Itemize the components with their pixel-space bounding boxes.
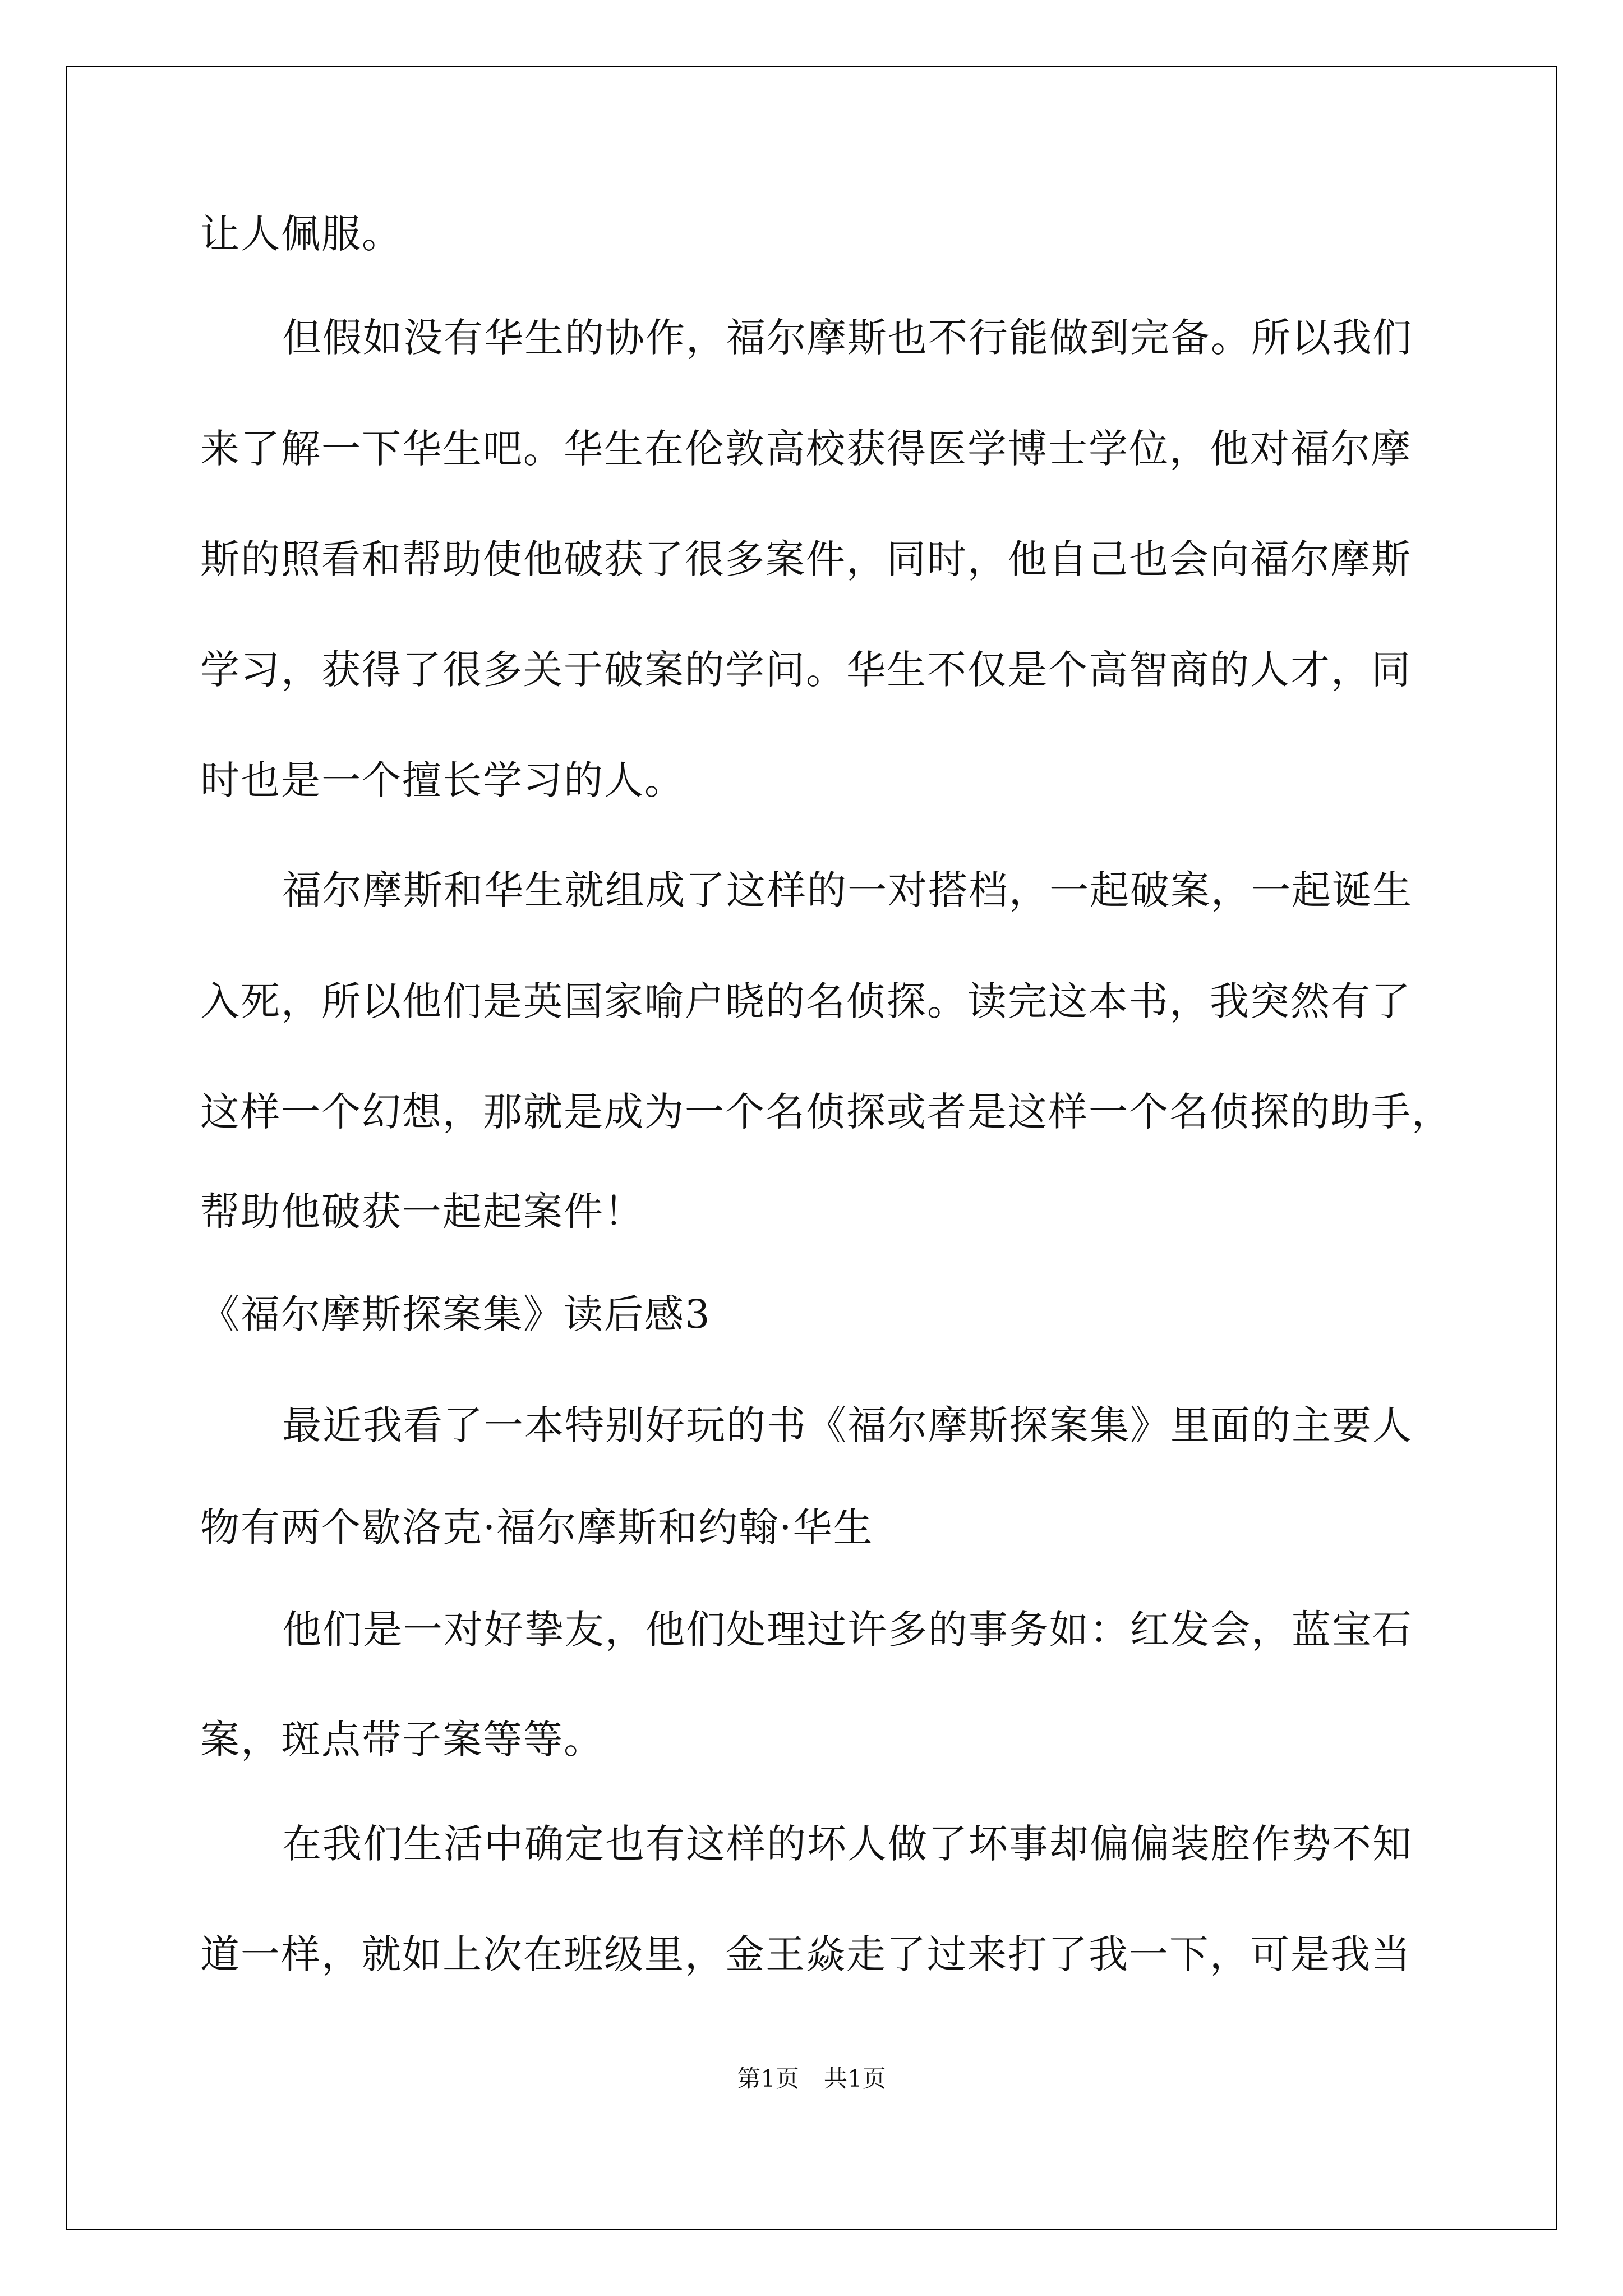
page-footer — [0, 2065, 1623, 2093]
text-line-14: 他们是一对好挚友，他们处理过许多的事务如：红发会，蓝宝石 — [282, 1607, 1413, 1653]
text-line-17: 道一样，就如上次在班级里，金王焱走了过来打了我一下，可是我当 — [200, 1931, 1412, 1977]
text-line-1: 让人佩服。 — [200, 211, 402, 257]
text-line-6: 时也是一个擅长学习的人。 — [200, 757, 685, 803]
text-line-10: 帮助他破获一起起案件！ — [200, 1189, 644, 1235]
text-line-3: 来了解一下华生吧。华生在伦敦高校获得医学博士学位，他对福尔摩 — [200, 426, 1412, 472]
page-number: 第1页 — [737, 2065, 799, 2092]
text-line-8: 入死，所以他们是英国家喻户晓的名侦探。读完这本书，我突然有了 — [200, 978, 1412, 1024]
text-line-4: 斯的照看和帮助使他破获了很多案件，同时，他自己也会向福尔摩斯 — [200, 536, 1412, 582]
text-line-15: 案，斑点带子案等等。 — [200, 1717, 604, 1763]
text-line-16: 在我们生活中确定也有这样的坏人做了坏事却偏偏装腔作势不知 — [282, 1821, 1413, 1867]
text-line-5: 学习，获得了很多关于破案的学问。华生不仅是个高智商的人才，同 — [200, 647, 1412, 693]
text-line-9: 这样一个幻想，那就是成为一个名侦探或者是这样一个名侦探的助手， — [200, 1089, 1452, 1135]
text-line-7: 福尔摩斯和华生就组成了这样的一对搭档，一起破案，一起诞生 — [282, 867, 1413, 913]
text-line-2: 但假如没有华生的协作，福尔摩斯也不行能做到完备。所以我们 — [282, 315, 1413, 361]
text-line-13: 物有两个歇洛克·福尔摩斯和约翰·华生 — [200, 1504, 874, 1550]
text-line-12: 最近我看了一本特别好玩的书《福尔摩斯探案集》里面的主要人 — [282, 1402, 1413, 1448]
page-border — [66, 66, 1557, 2230]
section-heading: 《福尔摩斯探案集》读后感3 — [200, 1291, 711, 1337]
page-total: 共1页 — [824, 2065, 886, 2092]
